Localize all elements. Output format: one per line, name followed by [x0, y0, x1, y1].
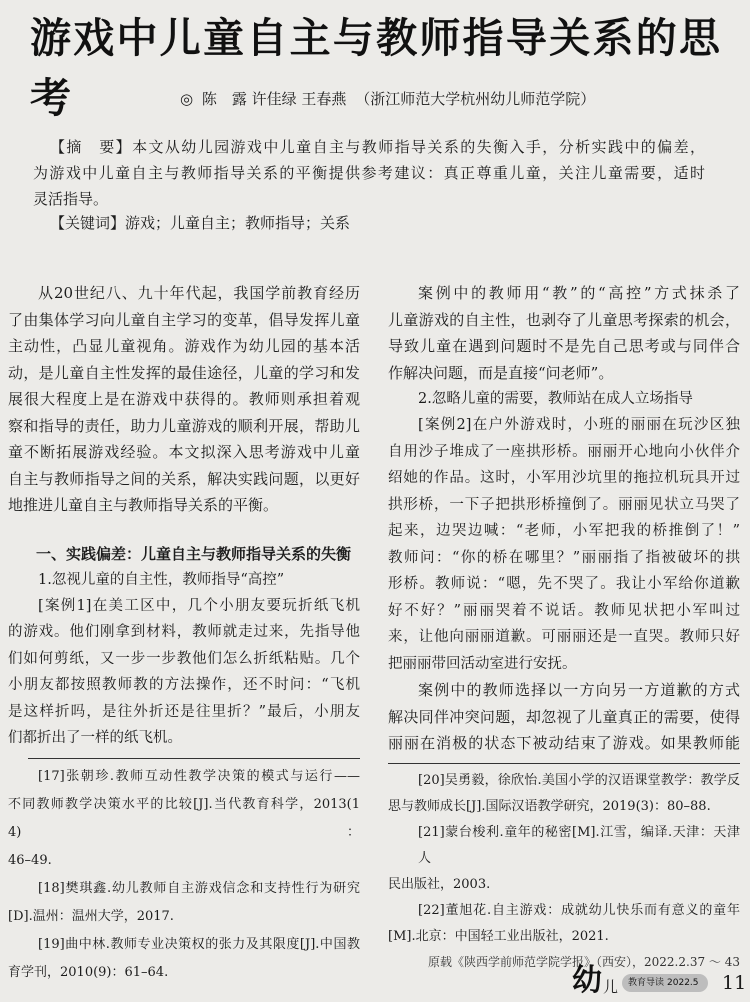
text-line: 绍她的作品。这时，小军用沙坑里的拖拉机玩具开过 — [388, 470, 740, 486]
section-heading: 一、实践偏差：儿童自主与教师指导关系的失衡 — [36, 544, 352, 563]
abstract-label: 【摘 要】 — [50, 138, 133, 156]
reference-line: [18]樊琪鑫.幼儿教师自主游戏信念和支持性行为研究 — [38, 880, 360, 896]
reference-line: 不同教师教学决策水平的比较[J].当代教育科学，2013(14)： — [8, 796, 360, 840]
magazine-name: 教育导读 — [628, 978, 665, 988]
text-line: 们都折出了一样的纸飞机。 — [8, 730, 182, 746]
text-line: 自用沙子堆成了一座拱形桥。丽丽开心地向小伙伴介 — [388, 443, 740, 460]
abstract — [33, 134, 705, 212]
text-line: 从20世纪八、九十年代起，我国学前教育经历 — [38, 284, 360, 302]
text-line: 解决同伴冲突问题，却忽视了儿童真正的需要，使得 — [388, 707, 740, 726]
analysis-paragraph-2 — [388, 677, 740, 757]
reference-line: [20]吴勇毅，徐欣怡.美国小学的汉语课堂教学：教学反 — [418, 772, 740, 788]
text-line: 主动性，凸显儿童视角。游戏作为幼儿园的基本活 — [8, 337, 360, 355]
text-line: 的游戏。他们刚拿到材料，教师就走过来，先指导他 — [8, 624, 360, 640]
magazine-logo-small: 儿 — [603, 978, 619, 996]
text-line: 起来，边哭边喊：“老师，小军把我的桥推倒了！” — [388, 523, 740, 539]
keywords-text: 游戏；儿童自主；教师指导；关系 — [125, 214, 351, 232]
case-2 — [388, 412, 740, 677]
reference-line: 46–49. — [8, 852, 52, 868]
abstract-line — [33, 134, 705, 160]
text-line: 好不好？”丽丽哭着不说话。教师见状把小军叫过 — [388, 602, 740, 619]
text-line: 导致儿童在遇到问题时不是先自己思考或与同伴合 — [388, 337, 740, 355]
text-line: 地推进儿童自主与教师指导关系的平衡。 — [8, 496, 279, 514]
text-line: 了由集体学习向儿童自主学习的变革，倡导发挥儿童 — [8, 310, 360, 329]
source-note: 原载《陕西学前师范学院学报》（西安），2022.2.37 ～ 43 — [428, 954, 740, 969]
text-line: 察和指导的责任，助力儿童游戏的顺利开展，帮助儿 — [8, 416, 360, 435]
text-line: 来，让他向丽丽道歉。可丽丽还是一直哭。教师只好 — [388, 629, 740, 645]
reference-line: [17]张朝珍.教师互动性教学决策的模式与运行—— — [38, 768, 360, 784]
page-number: 11 — [722, 972, 747, 994]
text-line: 是这样折吗，是往外折还是往里折？”最后，小朋友 — [8, 703, 360, 720]
text-line: 拱形桥，一下子把拱形桥撞倒了。丽丽见状立马哭了 — [388, 496, 740, 513]
reference-line: [22]董旭花.自主游戏：成就幼儿快乐而有意义的童年 — [418, 902, 740, 918]
reference-line: [21]蒙台梭利.童年的秘密[M].江雪，编译.天津：天津人 — [418, 824, 740, 866]
text-line: 作解决问题，而是直接“问老师”。 — [388, 363, 614, 382]
text-line: 们如何剪纸，又一步一步教他们怎么折纸粘贴。几个 — [8, 650, 360, 667]
article-title: 游戏中儿童自主与教师指导关系的思考 — [30, 14, 720, 122]
text-line: [案例2]在户外游戏时，小班的丽丽在玩沙区独 — [418, 417, 740, 433]
abstract-text: 本文从幼儿园游戏中儿童自主与教师指导关系的失衡入手，分析实践中的偏差， — [132, 138, 705, 156]
issue: 2022.5 — [667, 978, 699, 988]
references-left — [8, 763, 360, 987]
analysis-paragraph-1 — [388, 280, 740, 386]
subheading: 1.忽视儿童的自主性，教师指导“高控” — [38, 571, 285, 588]
subheading-2: 2.忽略儿童的需要，教师站在成人立场指导 — [418, 391, 693, 407]
authors: 陈 露 许佳绿 王春燕 — [201, 90, 347, 108]
keywords — [50, 210, 700, 236]
reference-line: 思与教师成长[J].国际汉语教学研究，2019(3)：80–88. — [388, 798, 711, 814]
text-line: 展很大程度上是在游戏中获得的。教师则承担着观 — [8, 390, 360, 408]
case-1 — [8, 593, 360, 752]
text-line: 自主与教师指导之间的关系，解决实践问题，以更好 — [8, 469, 360, 488]
text-line: 动，是儿童自主性发挥的最佳途径，儿童的学习和发 — [8, 363, 360, 382]
abstract-line: 为游戏中儿童自主与教师指导关系的平衡提供参考建议：真正尊重儿童，关注儿童需要，适时 — [33, 164, 705, 182]
magazine-badge — [622, 974, 708, 992]
reference-line: 民出版社，2003. — [388, 876, 491, 892]
reference-line: [M].北京：中国轻工业出版社，2021. — [388, 928, 609, 944]
page-footer — [572, 962, 747, 1002]
text-line: 小朋友都按照教师教的方法操作，还不时问：“飞机 — [8, 677, 360, 693]
text-line: 案例中的教师选择以一方向另一方道歉的方式 — [418, 681, 740, 699]
footnote-divider-right — [388, 763, 740, 764]
references-right — [388, 768, 740, 950]
reference-line: [D].温州：温州大学，2017. — [8, 908, 174, 924]
abstract-line: 灵活指导。 — [33, 190, 109, 208]
text-line: 教师问：“你的桥在哪里？”丽丽指了指被破坏的拱 — [388, 549, 740, 566]
text-line: 丽丽在消极的状态下被动结束了游戏。如果教师能 — [388, 734, 740, 752]
byline — [180, 88, 650, 110]
text-line: 案例中的教师用“教”的“高控”方式抹杀了 — [418, 284, 740, 302]
affiliation: （浙江师范大学杭州幼儿师范学院） — [355, 90, 596, 108]
left-column — [8, 280, 360, 987]
text-line: 童不断拓展游戏经验。本文拟深入思考游戏中儿童 — [8, 443, 360, 461]
reference-line: [19]曲中林.教师专业决策权的张力及其限度[J].中国教 — [38, 936, 360, 952]
intro-paragraph — [8, 280, 360, 519]
right-column — [388, 280, 740, 972]
text-line: 儿童游戏的自主性，也剥夺了儿童思考探索的机会， — [388, 310, 740, 329]
footnote-divider — [28, 758, 360, 759]
text-line: [案例1]在美工区中，几个小朋友要玩折纸飞机 — [38, 597, 360, 614]
byline-mark: ◎ — [180, 90, 194, 108]
keywords-label: 【关键词】 — [50, 214, 126, 232]
text-line: 把丽丽带回活动室进行安抚。 — [388, 655, 577, 672]
text-line: 形桥。教师说：“嗯，先不哭了。我让小军给你道歉 — [388, 576, 740, 592]
reference-line: 育学刊，2010(9)：61–64. — [8, 964, 169, 980]
magazine-logo: 幼 — [572, 963, 602, 998]
